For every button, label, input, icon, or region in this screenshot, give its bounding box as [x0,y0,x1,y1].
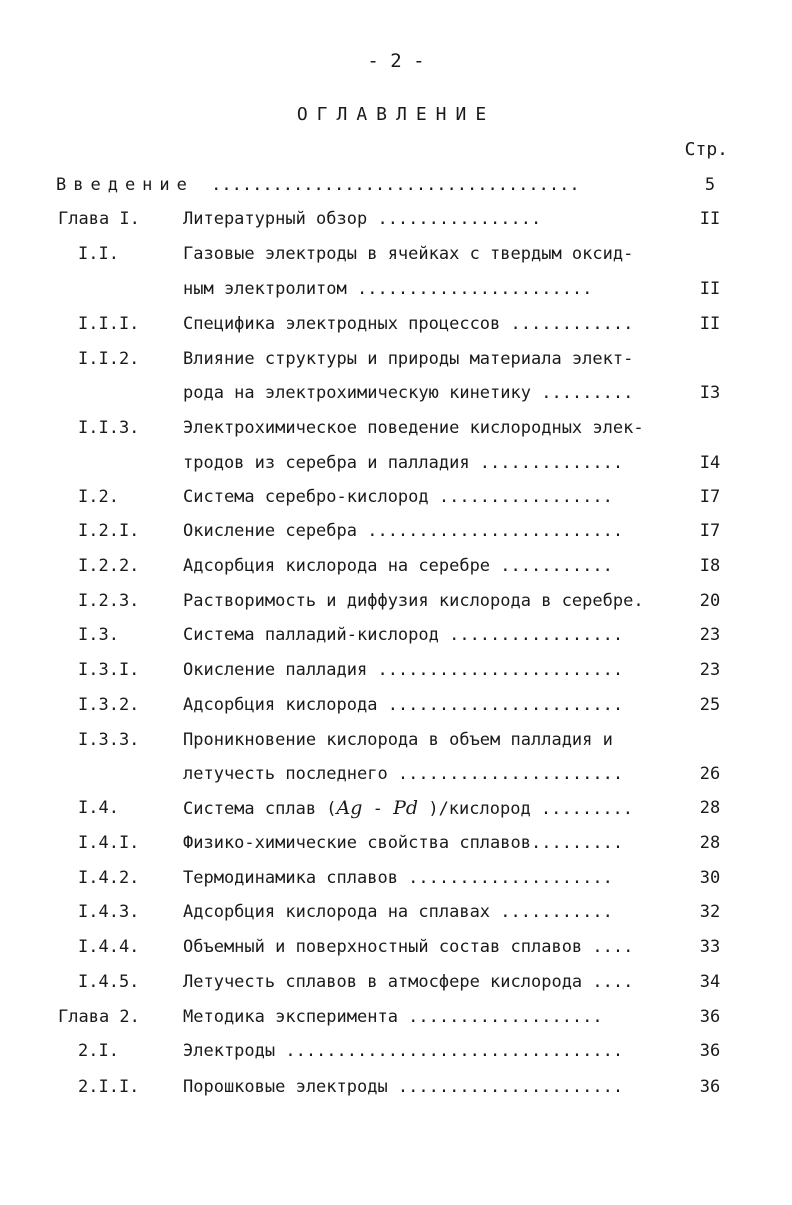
toc-entry-page: I8 [699,556,721,576]
toc-entry-page: 23 [699,625,721,645]
toc-entry-text: Электроды ................................. [183,1041,624,1061]
toc-entry-text: Физико-химические свойства сплавов......... [183,833,624,853]
toc-entry-text: Система палладий-кислород ................. [183,625,624,645]
toc-entry-page: I3 [699,383,721,403]
toc-entry-number: I.I.I. [78,314,140,334]
toc-entry-text: Газовые электроды в ячейках с твердым оксид- [183,244,634,264]
toc-entry-page: 28 [699,798,721,818]
toc-entry-page: 23 [699,660,721,680]
handwritten-element-symbol: Ag [336,797,363,819]
toc-entry-page: 34 [699,972,721,992]
toc-entry-number: I.3.3. [78,730,140,750]
toc-entry-text: Окисление серебра ......................... [183,521,624,541]
toc-entry-number: Глава I. [58,209,140,229]
toc-entry-number: I.3.I. [78,660,140,680]
toc-entry-number: I.I.2. [78,349,140,369]
toc-entry-page: I7 [699,521,721,541]
toc-entry-text [183,795,653,821]
toc-entry-text: тродов из серебра и палладия .............. [183,453,624,473]
toc-entry-text: Специфика электродных процессов ............ [183,314,634,334]
toc-entry-text-part: - [362,799,394,819]
toc-entry-page: 26 [699,764,721,784]
toc-entry-number: I.I. [78,244,119,264]
toc-entry-text: Влияние структуры и природы материала элект- [183,349,634,369]
toc-entry-page: II [699,314,721,334]
toc-entry-page: 20 [699,591,721,611]
toc-entry-page: I7 [699,487,721,507]
page-number: - 2 - [367,50,425,72]
toc-entry-page: II [699,209,721,229]
toc-entry-text: Термодинамика сплавов .................... [183,868,613,888]
toc-entry-text-part: )/кислород ......... [418,799,634,819]
toc-entry-number: I.2.3. [78,591,140,611]
toc-entry-text: Адсорбция кислорода ....................... [183,695,624,715]
toc-entry-text: ным электролитом ....................... [183,279,593,299]
toc-entry-page: 28 [699,833,721,853]
toc-entry-number: I.4.4. [78,937,140,957]
toc-entry-number: I.I.3. [78,418,140,438]
toc-entry-text: Объемный и поверхностный состав сплавов .... [183,937,634,957]
toc-intro-label: Введение [56,175,194,195]
toc-entry-text: Методика эксперимента ................... [183,1007,603,1027]
toc-entry-page: 25 [699,695,721,715]
toc-entry-text: рода на электрохимическую кинетику ......... [183,383,634,403]
toc-entry-page: 30 [699,868,721,888]
toc-entry-number: Глава 2. [58,1007,140,1027]
toc-intro-line [56,172,656,198]
toc-entry-text: Растворимость и диффузия кислорода в серебре. [183,591,644,611]
toc-entry-number: I.4. [78,798,119,818]
toc-entry-page: II [699,279,721,299]
toc-title: ОГЛАВЛЕНИЕ [296,104,496,125]
toc-entry-number: I.2. [78,487,119,507]
toc-entry-number: I.4.5. [78,972,140,992]
toc-entry-page: 36 [699,1077,721,1097]
toc-entry-page: 33 [699,937,721,957]
toc-entry-number: I.3.2. [78,695,140,715]
toc-entry-page: 32 [699,902,721,922]
toc-entry-text: Порошковые электроды ...................... [183,1077,624,1097]
page-column-header: Стр. [684,139,728,160]
toc-entry-text-part: Система сплав ( [183,799,337,819]
toc-entry-number: I.2.2. [78,556,140,576]
toc-entry-text: Адсорбция кислорода на сплавах ........... [183,902,613,922]
toc-entry-number: 2.I. [78,1041,119,1061]
toc-entry-text: Окисление палладия ........................ [183,660,624,680]
toc-entry-number: I.4.2. [78,868,140,888]
toc-entry-text: летучесть последнего ...................... [183,764,624,784]
toc-entry-page: I4 [699,453,721,473]
toc-entry-text: Система серебро-кислород ................. [183,487,613,507]
handwritten-element-symbol: Pd [393,797,419,819]
toc-entry-number: 2.I.I. [78,1077,140,1097]
toc-entry-page: 36 [699,1041,721,1061]
toc-entry-page: 36 [699,1007,721,1027]
toc-entry-number: I.3. [78,625,119,645]
toc-entry-number: I.2.I. [78,521,140,541]
toc-entry-number: I.4.I. [78,833,140,853]
toc-entry-text: Электрохимическое поведение кислородных элек- [183,418,644,438]
toc-intro-page: 5 [704,175,716,195]
toc-entry-text: Проникновение кислорода в объем палладия и [183,730,613,750]
toc-entry-text: Летучесть сплавов в атмосфере кислорода .... [183,972,634,992]
toc-entry-text: Адсорбция кислорода на серебре ........... [183,556,613,576]
toc-intro-dots: .................................... [211,175,580,195]
toc-entry-number: I.4.3. [78,902,140,922]
toc-entry-text: Литературный обзор ................ [183,209,542,229]
